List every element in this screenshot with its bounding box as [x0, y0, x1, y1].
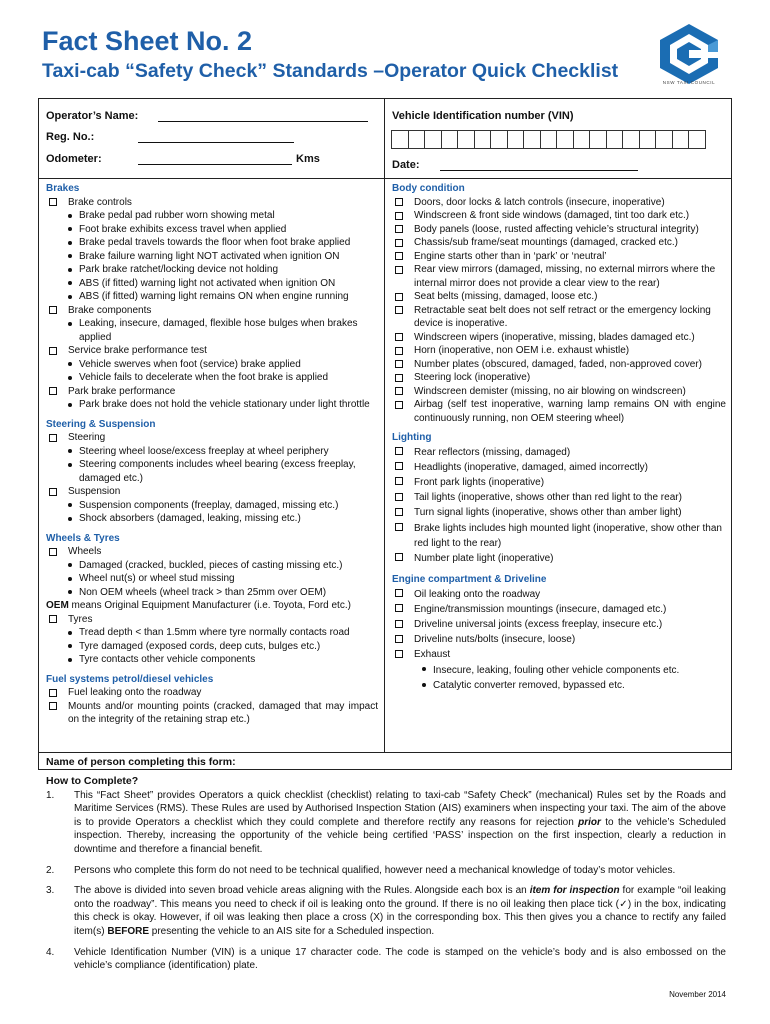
vin-cell[interactable] — [540, 130, 558, 149]
vin-cell[interactable] — [688, 130, 706, 149]
vin-cell[interactable] — [606, 130, 624, 149]
checkbox[interactable] — [395, 493, 403, 501]
checkbox[interactable] — [49, 615, 57, 623]
bullet-item: Tyre damaged (exposed cords, deep cuts, bulges etc.) — [46, 640, 378, 654]
reg-no-field[interactable] — [138, 142, 294, 143]
section-title-brakes: Brakes — [46, 183, 80, 194]
checkbox[interactable] — [395, 266, 403, 274]
checkbox[interactable] — [49, 347, 57, 355]
checkbox[interactable] — [395, 635, 403, 643]
vin-cell[interactable] — [457, 130, 475, 149]
page-title: Fact Sheet No. 2 — [42, 26, 253, 56]
bullet-icon — [68, 644, 72, 648]
vin-cell[interactable] — [622, 130, 640, 149]
checkbox[interactable] — [49, 387, 57, 395]
instructions-title: How to Complete? — [46, 775, 139, 787]
bullet-icon — [68, 658, 72, 662]
vin-cell[interactable] — [474, 130, 492, 149]
bullet-item: Vehicle swerves when foot (service) brake applied — [46, 358, 378, 372]
bullet-item: Catalytic converter removed, bypassed etc. — [392, 678, 726, 693]
vin-cell[interactable] — [573, 130, 591, 149]
page-subtitle: Taxi-cab “Safety Check” Standards –Operator Quick Checklist — [42, 60, 619, 82]
bullet-item: ABS (if fitted) warning light remains ON when engine running — [46, 290, 378, 304]
vin-cell[interactable] — [441, 130, 459, 149]
bullet-item: Leaking, insecure, damaged, flexible hose bulges when brakes applied — [46, 317, 378, 344]
logo-caption: NSW TAXI COUNCIL — [662, 80, 716, 85]
bullet-item: Tread depth < than 1.5mm where tyre normally contacts road — [46, 626, 378, 640]
checkbox[interactable] — [49, 488, 57, 496]
bullet-item: Park brake ratchet/locking device not holding — [46, 263, 378, 277]
bullet-icon — [68, 503, 72, 507]
checklist-item: Suspension — [46, 485, 378, 499]
instruction-step: 2. Persons who complete this form do not need to be technical qualified, however need a mechanical knowledge of today’s motor vehicles. — [46, 864, 676, 876]
checkbox[interactable] — [395, 198, 403, 206]
left-checklist-column — [46, 182, 378, 727]
checklist-item: Mounts and/or mounting points (cracked, damaged that may impact on the integrity of the retaining strap etc.) — [46, 700, 378, 727]
checkbox[interactable] — [49, 434, 57, 442]
lighting-list — [392, 445, 726, 567]
bullet-item: Foot brake exhibits excess travel when applied — [46, 223, 378, 237]
nsw-taxi-council-logo — [656, 22, 722, 86]
checklist-item: Tail lights (inoperative, shows other than red light to the rear) — [392, 490, 726, 505]
checklist-item: Tyres — [46, 613, 378, 627]
checklist-item: Engine starts other than in ‘park’ or ‘neutral’ — [392, 250, 726, 264]
checklist-item: Rear reflectors (missing, damaged) — [392, 445, 726, 460]
checklist-item: Exhaust — [392, 647, 726, 662]
checklist-item: Driveline universal joints (excess freeplay, insecure etc.) — [392, 617, 726, 632]
vin-cell[interactable] — [556, 130, 574, 149]
checkbox[interactable] — [49, 306, 57, 314]
bullet-item: Insecure, leaking, fouling other vehicle components etc. — [392, 663, 726, 678]
header-divider — [38, 178, 732, 179]
checklist-item: Rear view mirrors (damaged, missing, no external mirrors where the internal mirror does not provide a clear view to the rear) — [392, 263, 726, 290]
bullet-icon — [68, 563, 72, 567]
bullet-icon — [422, 683, 426, 687]
vin-cell[interactable] — [490, 130, 508, 149]
reg-no-label: Reg. No.: — [46, 131, 95, 143]
checkbox[interactable] — [395, 401, 403, 409]
instruction-step: 1. This “Fact Sheet” provides Operators a quick checklist (checklist) relating to taxi-cab “Safety Check” (mechanical) Rules set by the Roads and Maritime Services (RMS). These Rules are used by Authorised Inspection Station (AIS) examiners when inspecting your taxi. The aim of the above is to provide Operators a checklist which they could complete and therefore rectify any reasons for rejection prior to the vehicle’s Scheduled inspection. Thereby, increasing the opportunity of the vehicle being certified ‘PASS’ inspection on the first inspection, clearly a reduction in downtime and therefore a financial benefit. — [46, 789, 726, 855]
odometer-label: Odometer: — [46, 153, 102, 165]
checkbox[interactable] — [395, 462, 403, 470]
checklist-item: Turn signal lights (inoperative, shows other than amber light) — [392, 505, 726, 520]
oem-note: OEM means Original Equipment Manufacturer (i.e. Toyota, Ford etc.) — [46, 600, 351, 611]
bullet-icon — [68, 631, 72, 635]
section-title-steering: Steering & Suspension — [46, 418, 156, 430]
section-title-wheels: Wheels & Tyres — [46, 532, 120, 544]
vin-cell[interactable] — [589, 130, 607, 149]
checkbox[interactable] — [395, 306, 403, 314]
vin-cell[interactable] — [391, 130, 409, 149]
bullet-item: Steering wheel loose/excess freeplay at wheel periphery — [46, 445, 378, 459]
instructions — [46, 775, 726, 980]
checklist-item: Brake controls — [46, 196, 378, 210]
checkbox[interactable] — [395, 252, 403, 260]
bullet-icon — [68, 376, 72, 380]
bullet-icon — [68, 590, 72, 594]
bullet-icon — [68, 281, 72, 285]
date-field[interactable] — [440, 170, 638, 171]
checkbox[interactable] — [395, 225, 403, 233]
vin-cell[interactable] — [507, 130, 525, 149]
section-title-fuel: Fuel systems petrol/diesel vehicles — [46, 673, 214, 685]
footer-divider — [38, 752, 732, 753]
section-title-engine: Engine compartment & Driveline — [392, 574, 547, 586]
bullet-item: Steering components includes wheel bearing (excess freeplay, damaged etc.) — [46, 458, 378, 485]
vin-cell[interactable] — [424, 130, 442, 149]
checklist-item: Brake components — [46, 304, 378, 318]
checkbox[interactable] — [395, 374, 403, 382]
bullet-icon — [68, 295, 72, 299]
engine-list — [392, 587, 726, 693]
operator-name-label: Operator’s Name: — [46, 110, 139, 122]
bullet-item: Brake failure warning light NOT activated when ignition ON — [46, 250, 378, 264]
checklist-item: Wheels — [46, 545, 378, 559]
bullet-icon — [68, 403, 72, 407]
checklist-item: Fuel leaking onto the roadway — [46, 686, 378, 700]
checkbox[interactable] — [395, 477, 403, 485]
checklist-item: Front park lights (inoperative) — [392, 475, 726, 490]
checklist-item: Retractable seat belt does not self retract or the emergency locking device is inoperative. — [392, 304, 726, 331]
checkbox[interactable] — [395, 212, 403, 220]
bullet-item: Tyre contacts other vehicle components — [46, 653, 378, 667]
bullet-item: Brake pedal pad rubber worn showing metal — [46, 209, 378, 223]
vin-cell[interactable] — [408, 130, 426, 149]
bullet-icon — [68, 214, 72, 218]
bullet-item: Park brake does not hold the vehicle stationary under light throttle — [46, 398, 378, 412]
checklist-item: Driveline nuts/bolts (insecure, loose) — [392, 632, 726, 647]
checklist-item: Body panels (loose, rusted affecting vehicle’s structural integrity) — [392, 223, 726, 237]
bullet-item: ABS (if fitted) warning light not activated when ignition ON — [46, 277, 378, 291]
bullet-icon — [68, 254, 72, 258]
date-label: Date: — [392, 159, 420, 171]
vin-label: Vehicle Identification number (VIN) — [392, 110, 574, 122]
odometer-unit: Kms — [296, 153, 320, 165]
checklist-item: Airbag (self test inoperative, warning lamp remains ON with engine continuously running, non OEM steering wheel) — [392, 398, 726, 425]
bullet-icon — [68, 362, 72, 366]
checkbox[interactable] — [49, 198, 57, 206]
checklist-item: Engine/transmission mountings (insecure, damaged etc.) — [392, 602, 726, 617]
checkbox[interactable] — [49, 548, 57, 556]
bullet-icon — [422, 667, 426, 671]
bullet-item: Shock absorbers (damaged, leaking, missing etc.) — [46, 512, 378, 526]
checklist-item: Steering — [46, 431, 378, 445]
checklist-item: Park brake performance — [46, 385, 378, 399]
checklist-item: Windscreen & front side windows (damaged, tint too dark etc.) — [392, 209, 726, 223]
bullet-item: Suspension components (freeplay, damaged, missing etc.) — [46, 499, 378, 513]
checklist-item: Horn (inoperative, non OEM i.e. exhaust whistle) — [392, 344, 726, 358]
checklist-item: Number plates (obscured, damaged, faded, non-approved cover) — [392, 358, 726, 372]
checklist-item: Headlights (inoperative, damaged, aimed incorrectly) — [392, 460, 726, 475]
bullet-item: Vehicle fails to decelerate when the foot brake is applied — [46, 371, 378, 385]
checklist-item: Steering lock (inoperative) — [392, 371, 726, 385]
checklist-item: Number plate light (inoperative) — [392, 551, 726, 566]
checklist-item: Seat belts (missing, damaged, loose etc.) — [392, 290, 726, 304]
tick-icon: ✓ — [619, 898, 628, 910]
checkbox[interactable] — [395, 360, 403, 368]
checkbox[interactable] — [395, 553, 403, 561]
bullet-icon — [68, 577, 72, 581]
instruction-step: 3. The above is divided into seven broad vehicle areas aligning with the Rules. Alongside each box is an item for inspection for example “oil leaking onto the roadway”. This means you need to check if oil is leaking onto the ground. If there is no oil leaking then place tick (✓) in the box, indicating this check is okay. However, if oil was leaking then place a cross (X) in the corresponding box. This then gives you a chance to rectify any failed item(s) BEFORE presenting the vehicle to an AIS site for a Scheduled inspection. — [46, 885, 726, 937]
checklist-item: Service brake performance test — [46, 344, 378, 358]
bullet-icon — [68, 463, 72, 467]
instruction-step: 4. Vehicle Identification Number (VIN) is a unique 17 character code. The code is stamped on the vehicle’s body and is also embossed on the vehicle’s compliance (identification) plate. — [46, 946, 726, 972]
checkbox[interactable] — [395, 447, 403, 455]
checkbox[interactable] — [395, 650, 403, 658]
bullet-icon — [68, 322, 72, 326]
checkbox[interactable] — [395, 523, 403, 531]
checklist-item: Windscreen wipers (inoperative, missing, blades damaged etc.) — [392, 331, 726, 345]
checklist-item: Doors, door locks & latch controls (insecure, inoperative) — [392, 196, 726, 210]
section-title-lighting: Lighting — [392, 432, 432, 443]
vin-boxes[interactable] — [392, 130, 706, 149]
checkbox[interactable] — [395, 508, 403, 516]
checkbox[interactable] — [49, 702, 57, 710]
vin-cell[interactable] — [523, 130, 541, 149]
vin-cell[interactable] — [672, 130, 690, 149]
section-title-body: Body condition — [392, 183, 465, 194]
bullet-icon — [68, 241, 72, 245]
bullet-icon — [68, 517, 72, 521]
checkbox[interactable] — [395, 239, 403, 247]
checkbox[interactable] — [395, 333, 403, 341]
bullet-icon — [68, 227, 72, 231]
right-checklist-column — [392, 182, 726, 693]
checklist-item: Windscreen demister (missing, no air blowing on windscreen) — [392, 385, 726, 399]
bullet-item: Damaged (cracked, buckled, pieces of casting missing etc.) — [46, 559, 378, 573]
checklist-item: Brake lights includes high mounted light (inoperative, show other than red light to the rear) — [392, 521, 726, 551]
checkbox[interactable] — [395, 293, 403, 301]
checkbox[interactable] — [395, 589, 403, 597]
checkbox[interactable] — [395, 347, 403, 355]
checkbox[interactable] — [395, 620, 403, 628]
checkbox[interactable] — [395, 604, 403, 612]
column-divider — [384, 98, 385, 753]
bullet-icon — [68, 268, 72, 272]
checkbox[interactable] — [395, 387, 403, 395]
checklist-item: Oil leaking onto the roadway — [392, 587, 726, 602]
checkbox[interactable] — [49, 689, 57, 697]
footer-date: November 2014 — [669, 990, 726, 999]
vin-cell[interactable] — [655, 130, 673, 149]
odometer-field[interactable] — [138, 164, 292, 165]
checklist-item: Chassis/sub frame/seat mountings (damaged, cracked etc.) — [392, 236, 726, 250]
completed-by-label: Name of person completing this form: — [46, 756, 236, 768]
bullet-item: Non OEM wheels (wheel track > than 25mm over OEM) — [46, 586, 378, 600]
bullet-item: Brake pedal travels towards the floor when foot brake applied — [46, 236, 378, 250]
bullet-icon — [68, 449, 72, 453]
operator-name-field[interactable] — [158, 121, 368, 122]
bullet-item: Wheel nut(s) or wheel stud missing — [46, 572, 378, 586]
vin-cell[interactable] — [639, 130, 657, 149]
